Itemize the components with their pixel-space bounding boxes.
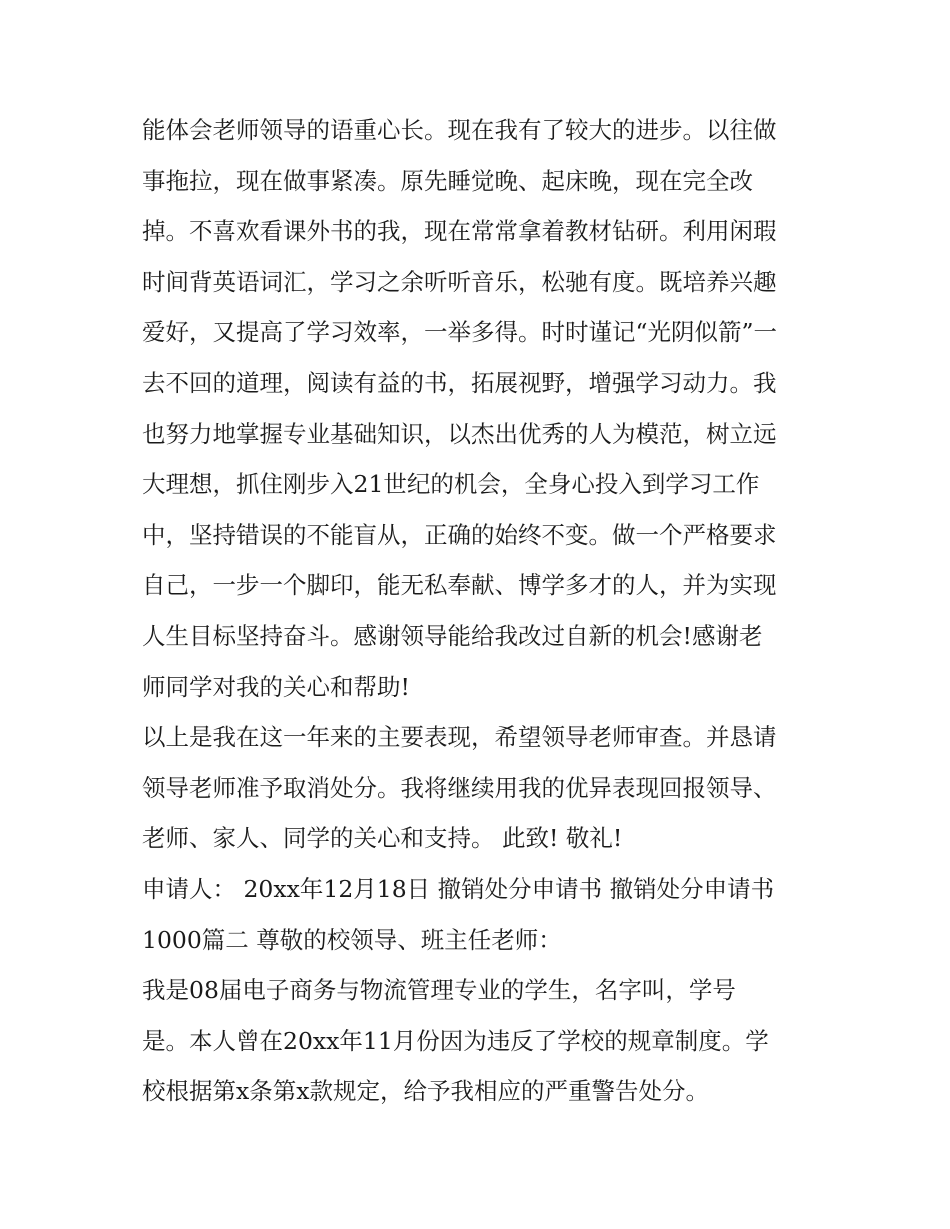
- text-line: 大理想，抓住刚步入21世纪的机会，全身心投入到学习工作: [142, 470, 760, 499]
- text-line: 事拖拉，现在做事紧凑。原先睡觉晚、起床晚，现在完全改: [142, 166, 753, 195]
- text-line: 以上是我在这一年来的主要表现，希望领导老师审查。并恳请: [142, 723, 777, 752]
- document-body: [142, 108, 822, 1120]
- text-line: 1000篇二 尊敬的校领导、班主任老师：: [142, 925, 562, 954]
- text-line: 自己，一步一个脚印，能无私奉献、博学多才的人，并为实现: [142, 571, 777, 600]
- text-line: 掉。不喜欢看课外书的我，现在常常拿着教材钻研。利用闲瑕: [142, 217, 777, 246]
- text-line: 也努力地掌握专业基础知识，以杰出优秀的人为模范，树立远: [142, 419, 777, 448]
- text-line: 师同学对我的关心和帮助!: [142, 672, 410, 701]
- text-line: 我是08届电子商务与物流管理专业的学生，名字叫，学号: [142, 976, 736, 1005]
- text-line: 人生目标坚持奋斗。感谢领导能给我改过自新的机会!感谢老: [142, 621, 763, 650]
- text-line: 申请人： 20xx年12月18日 撤销处分申请书 撤销处分申请书: [142, 874, 775, 903]
- text-line: 时间背英语词汇，学习之余听听音乐，松驰有度。既培养兴趣: [142, 267, 777, 296]
- text-line: 爱好，又提高了学习效率，一举多得。时时谨记“光阴似箭”一: [142, 318, 778, 347]
- text-line: 去不回的道理，阅读有益的书，拓展视野，增强学习动力。我: [142, 368, 777, 397]
- text-line: 是。本人曾在20xx年11月份因为违反了学校的规章制度。学: [142, 1026, 769, 1055]
- text-line: 校根据第x条第x款规定，给予我相应的严重警告处分。: [142, 1077, 710, 1106]
- text-line: 领导老师准予取消处分。我将继续用我的优异表现回报领导、: [142, 773, 777, 802]
- text-line: 中，坚持错误的不能盲从，正确的始终不变。做一个严格要求: [142, 520, 777, 549]
- text-line: 老师、家人、同学的关心和支持。 此致! 敬礼!: [142, 824, 623, 853]
- text-line: 能体会老师领导的语重心长。现在我有了较大的进步。以往做: [142, 116, 777, 144]
